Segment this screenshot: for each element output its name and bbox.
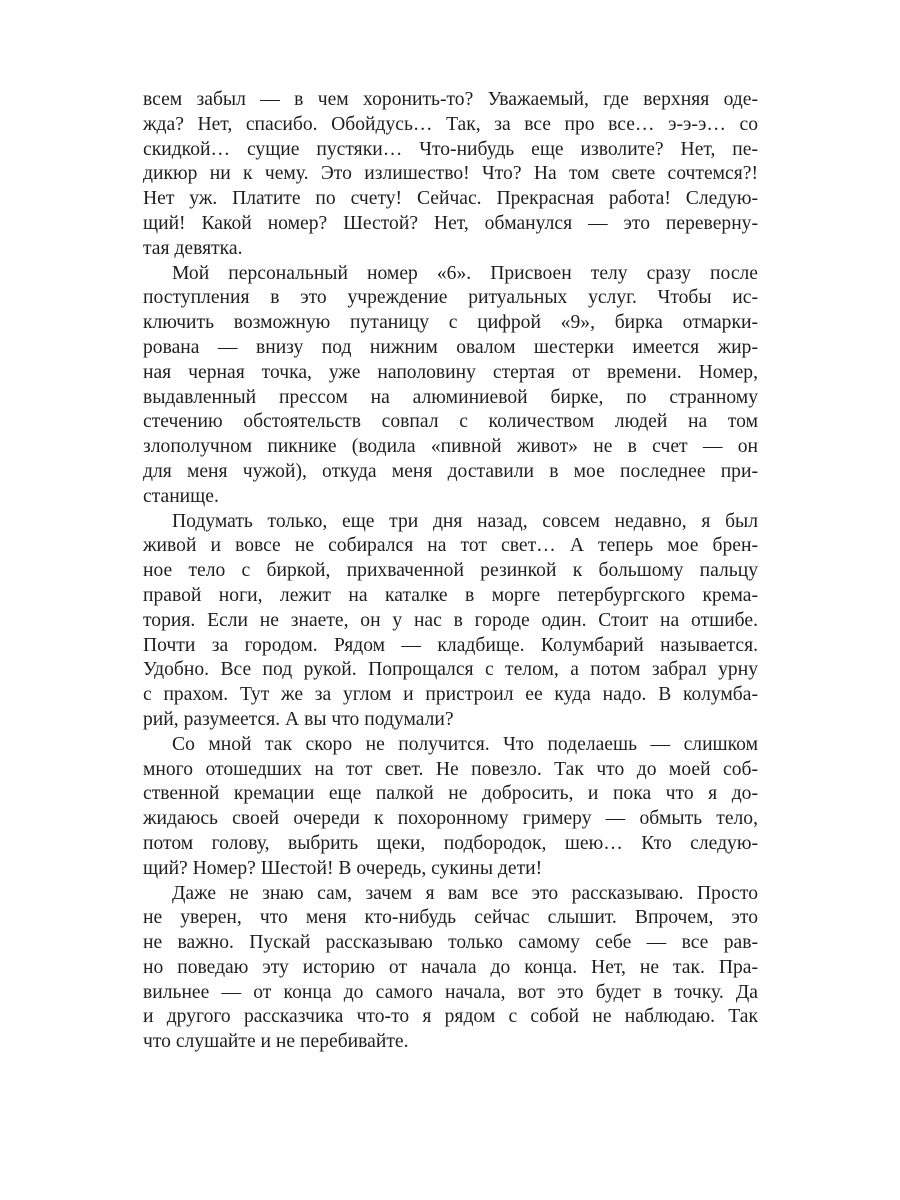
text-line: много отошедших на тот свет. Не повезло. Так что до моей соб- bbox=[143, 758, 758, 780]
text-line: Подумать только, еще три дня назад, совсем недавно, я был bbox=[172, 510, 758, 532]
text-line: всем забыл — в чем хоронить-то? Уважаемый, где верхняя оде- bbox=[143, 89, 758, 110]
book-page bbox=[143, 88, 758, 1055]
paragraph bbox=[143, 882, 758, 1056]
text-line: не уверен, что меня кто-нибудь сейчас слышит. Впрочем, это bbox=[143, 907, 758, 929]
text-line: Со мной так скоро не получится. Что поделаешь — слишком bbox=[172, 733, 758, 755]
paragraph bbox=[143, 88, 758, 262]
text-line: дикюр ни к чему. Это излишество! Что? На том свете сочтемся?! bbox=[143, 163, 758, 185]
text-line: щий? Номер? Шестой! В очередь, сукины дети! bbox=[143, 857, 543, 879]
text-line: но поведаю эту историю от начала до конца. Нет, не так. Пра- bbox=[143, 956, 758, 978]
text-line: Удобно. Все под рукой. Попрощался с телом, а потом забрал урну bbox=[143, 659, 758, 681]
text-line: Мой персональный номер «6». Присвоен телу сразу после bbox=[172, 262, 758, 284]
text-line: для меня чужой), откуда меня доставили в мое последнее при- bbox=[143, 460, 758, 482]
text-line: жидаюсь своей очереди к похоронному гримеру — обмыть тело, bbox=[143, 808, 758, 830]
text-line: с прахом. Тут же за углом и пристроил ее куда надо. В колумба- bbox=[143, 684, 758, 706]
paragraph bbox=[143, 510, 758, 733]
text-line: потом голову, выбрить щеки, подбородок, шею… Кто следую- bbox=[143, 832, 758, 854]
text-line: рий, разумеется. А вы что подумали? bbox=[143, 708, 454, 730]
text-line: станище. bbox=[143, 485, 219, 507]
text-line: живой и вовсе не собирался на тот свет… А теперь мое брен- bbox=[143, 535, 758, 557]
text-line: что слушайте и не перебивайте. bbox=[143, 1031, 409, 1053]
text-line: не важно. Пускай рассказываю только самому себе — все рав- bbox=[143, 932, 758, 954]
text-line: скидкой… сущие пустяки… Что-нибудь еще изволите? Нет, пе- bbox=[143, 138, 758, 160]
text-line: ственной кремации еще палкой не добросить, и пока что я до- bbox=[143, 783, 758, 805]
text-line: поступления в это учреждение ритуальных услуг. Чтобы ис- bbox=[143, 287, 758, 309]
text-line: выдавленный прессом на алюминиевой бирке, по странному bbox=[143, 386, 758, 408]
paragraph bbox=[143, 733, 758, 882]
text-line: жда? Нет, спасибо. Обойдусь… Так, за все про все… э-э-э… со bbox=[143, 113, 758, 135]
text-line: щий! Какой номер? Шестой? Нет, обманулся — это переверну- bbox=[143, 212, 758, 234]
text-line: Нет уж. Платите по счету! Сейчас. Прекрасная работа! Следую- bbox=[143, 188, 758, 210]
text-line: и другого рассказчика что-то я рядом с собой не наблюдаю. Так bbox=[143, 1006, 758, 1028]
text-line: ное тело с биркой, прихваченной резинкой к большому пальцу bbox=[143, 560, 758, 582]
text-line: правой ноги, лежит на каталке в морге петербургского крема- bbox=[143, 584, 758, 606]
text-line: Даже не знаю сам, зачем я вам все это рассказываю. Просто bbox=[172, 882, 758, 904]
text-line: стечению обстоятельств совпал с количеством людей на том bbox=[143, 411, 758, 433]
text-line: Почти за городом. Рядом — кладбище. Колумбарий называется. bbox=[143, 634, 758, 656]
text-line: тория. Если не знаете, он у нас в городе один. Стоит на отшибе. bbox=[143, 609, 758, 631]
text-line: злополучном пикнике (водила «пивной живот» не в счет — он bbox=[143, 436, 758, 458]
text-line: тая девятка. bbox=[143, 237, 243, 259]
paragraph bbox=[143, 262, 758, 510]
text-line: вильнее — от конца до самого начала, вот это будет в точку. Да bbox=[143, 981, 758, 1003]
text-line: рована — внизу под нижним овалом шестерки имеется жир- bbox=[143, 336, 758, 358]
text-line: ключить возможную путаницу с цифрой «9», бирка отмарки- bbox=[143, 312, 758, 334]
text-line: ная черная точка, уже наполовину стертая от времени. Номер, bbox=[143, 361, 758, 383]
